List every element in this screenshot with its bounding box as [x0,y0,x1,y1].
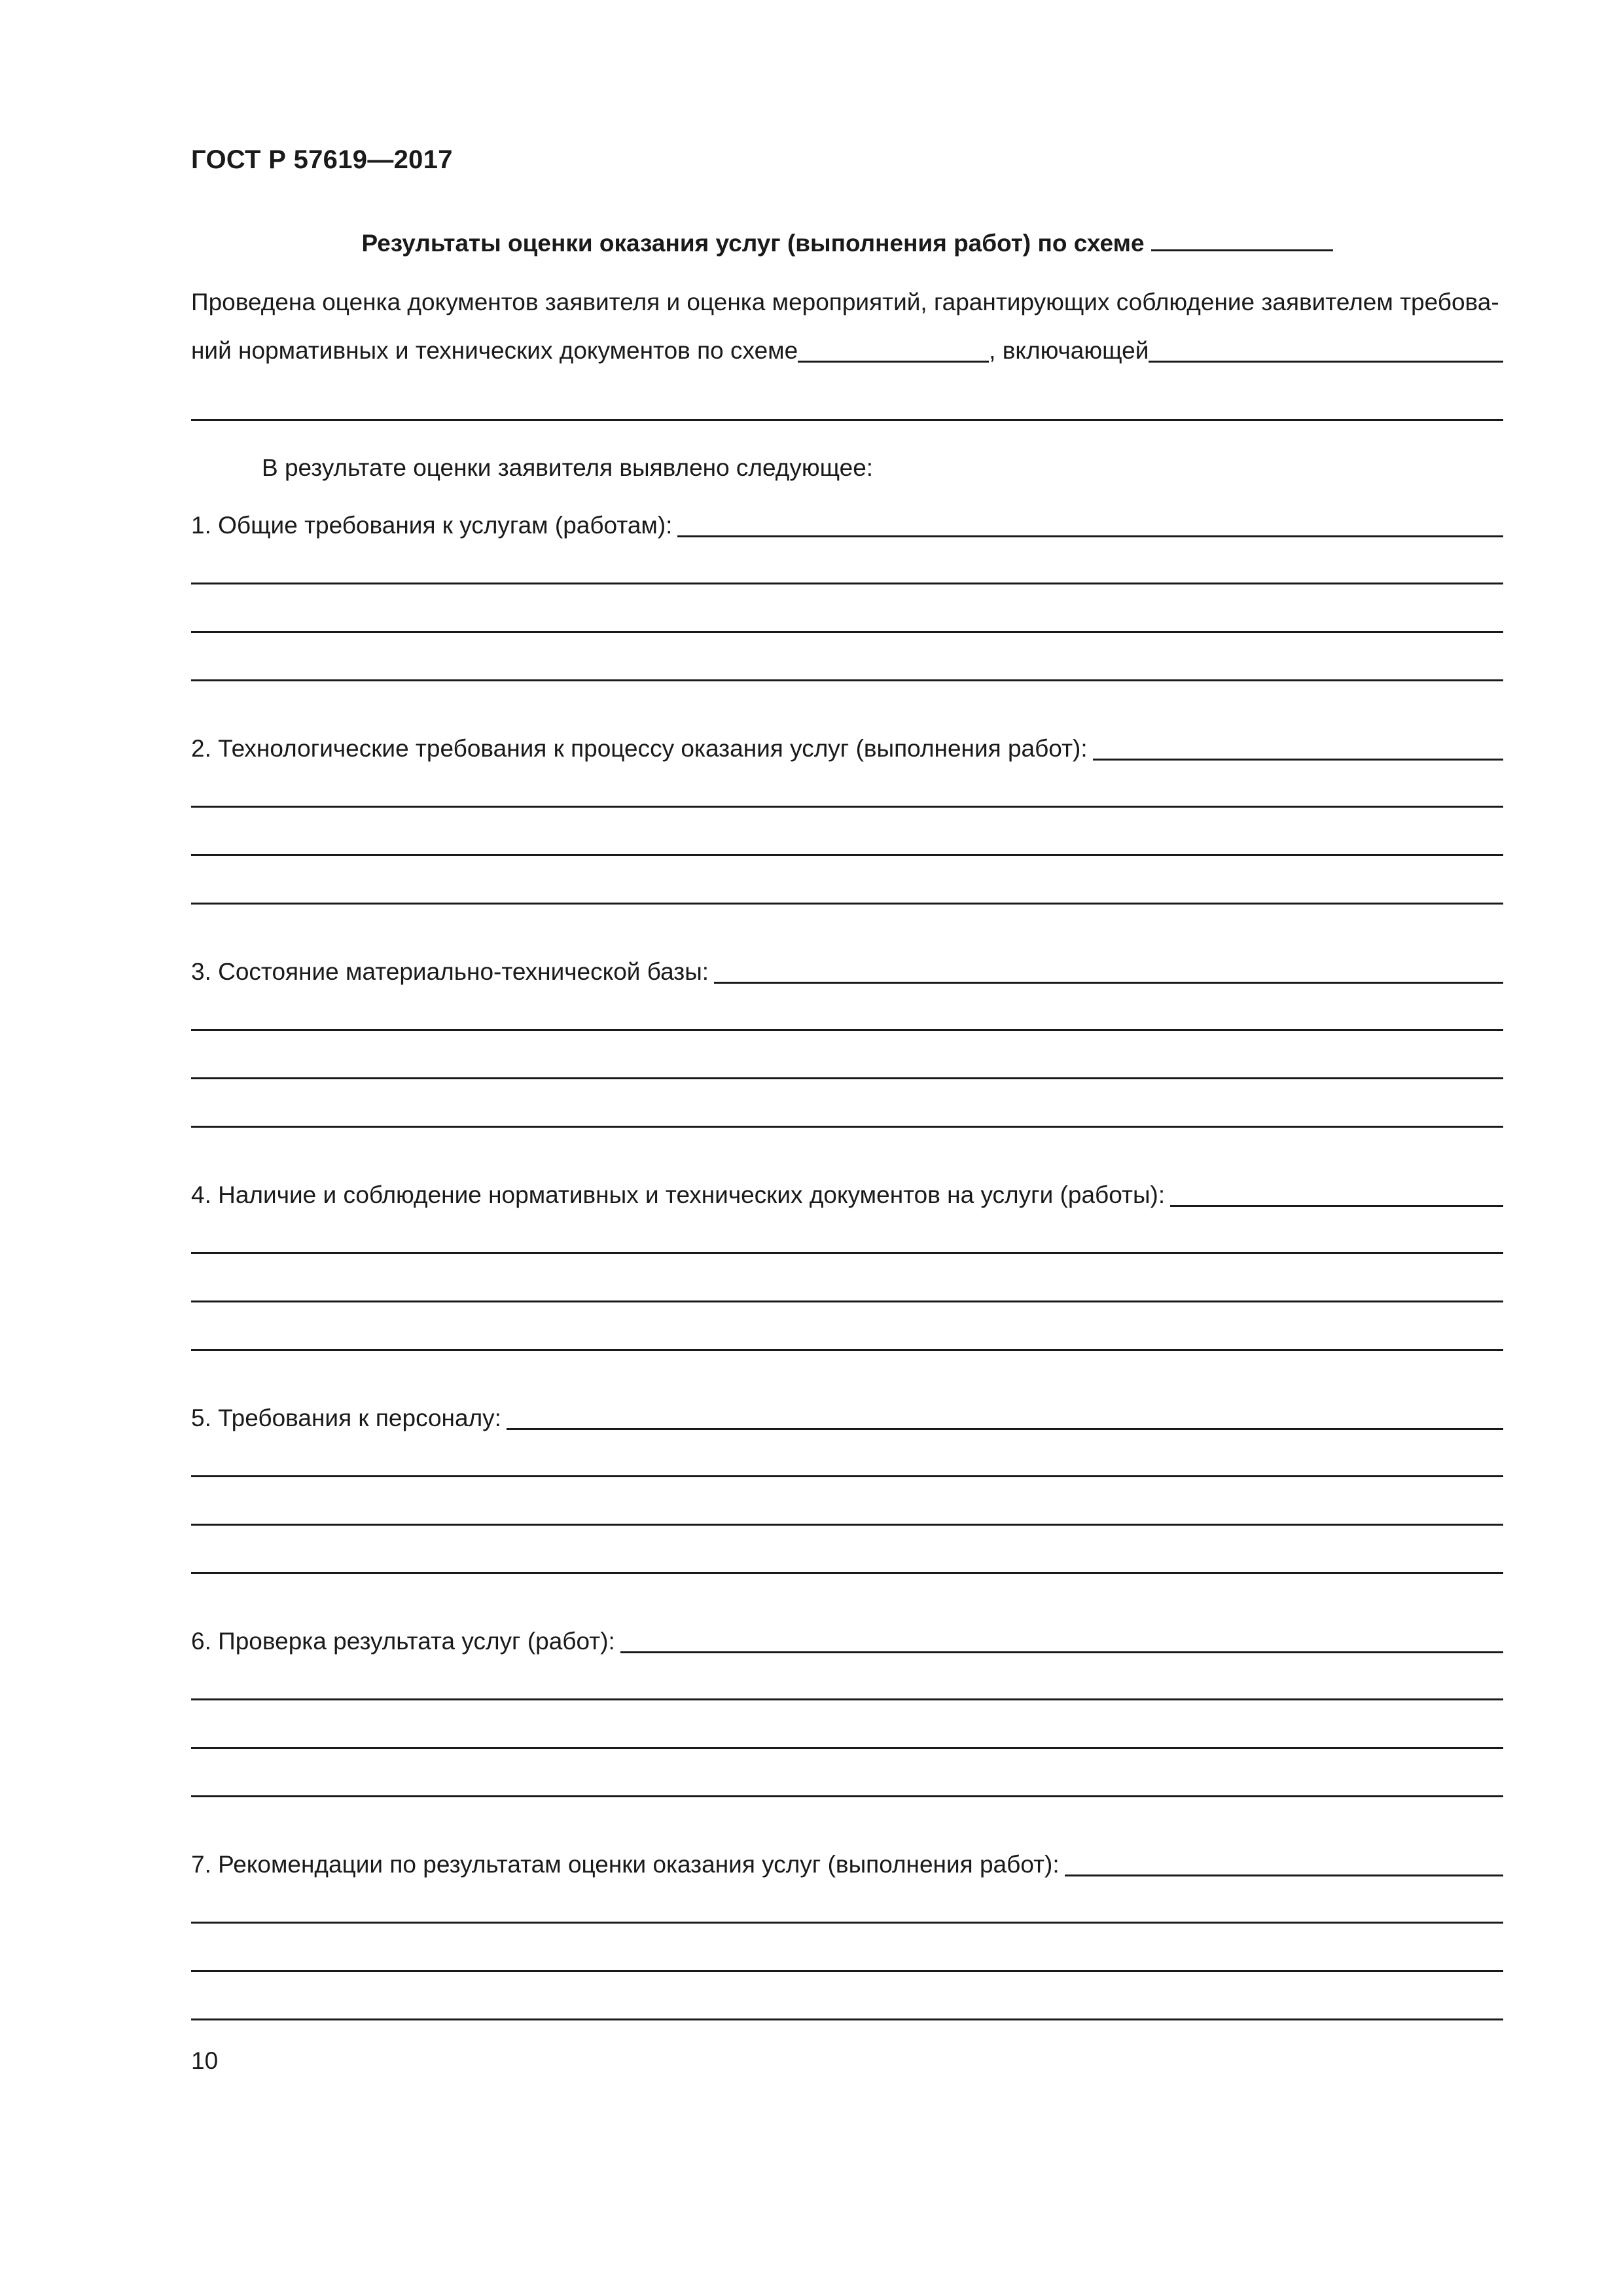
item-3-field[interactable] [714,949,1503,984]
paragraph-line2-start: ний нормативных и технических документов по схеме [191,337,798,364]
including-field[interactable] [1149,328,1503,363]
item-7-label: 7. Рекомендации по результатам оценки оказания услуг (выполнения работ): [191,1851,1060,1878]
item-2-line-3[interactable] [191,854,1503,856]
item-3-line-3[interactable] [191,1077,1503,1079]
item-3-line-4[interactable] [191,1126,1503,1128]
item-7-line-4[interactable] [191,2018,1503,2020]
item-2-label: 2. Технологические требования к процессу оказания услуг (выполнения работ): [191,735,1088,762]
item-1-line-4[interactable] [191,679,1503,681]
item-5-line-2[interactable] [191,1475,1503,1477]
page-number: 10 [191,2047,219,2074]
assessment-intro: В результате оценки заявителя выявлено следующее: [262,454,874,481]
item-4-field[interactable] [1170,1172,1503,1207]
item-4-line-4[interactable] [191,1349,1503,1351]
item-6-row [191,1617,1503,1666]
including-continuation-line[interactable] [191,419,1503,421]
form-title-text: Результаты оценки оказания услуг (выполнения работ) по схеме [361,230,1145,257]
item-5-field[interactable] [507,1395,1503,1430]
item-4-label: 4. Наличие и соблюдение нормативных и технических документов на услуги (работы): [191,1181,1166,1208]
item-2-field[interactable] [1093,726,1503,761]
item-1-line-2[interactable] [191,583,1503,584]
item-7-line-3[interactable] [191,1970,1503,1972]
scheme-blank-field[interactable] [1151,226,1333,251]
item-2-row [191,725,1503,773]
paragraph-line2-mid: , включающей [989,337,1149,364]
item-6-label: 6. Проверка результата услуг (работ): [191,1628,615,1655]
item-6-field[interactable] [620,1619,1503,1653]
item-5-line-3[interactable] [191,1524,1503,1526]
item-7-field[interactable] [1065,1842,1503,1876]
item-3-label: 3. Состояние материально-технической базы: [191,958,709,985]
item-5-line-4[interactable] [191,1572,1503,1574]
assessment-paragraph-line2 [191,327,1503,375]
item-6-line-3[interactable] [191,1747,1503,1749]
item-6-line-4[interactable] [191,1795,1503,1797]
item-1-label: 1. Общие требования к услугам (работам): [191,512,673,539]
item-4-line-3[interactable] [191,1300,1503,1302]
item-3-line-2[interactable] [191,1029,1503,1031]
form-title [191,226,1503,257]
standard-designation: ГОСТ Р 57619—2017 [191,145,453,174]
scheme-number-field[interactable] [798,328,989,363]
item-2-line-2[interactable] [191,806,1503,808]
item-5-row [191,1394,1503,1443]
item-1-field[interactable] [677,503,1503,537]
item-4-line-2[interactable] [191,1252,1503,1254]
item-4-row [191,1171,1503,1219]
assessment-paragraph-line1: Проведена оценка документов заявителя и оценка мероприятий, гарантирующих соблюдение заявителем требова- [191,289,1499,315]
item-5-label: 5. Требования к персоналу: [191,1405,501,1431]
item-1-row [191,501,1503,550]
item-2-line-4[interactable] [191,903,1503,905]
item-6-line-2[interactable] [191,1698,1503,1700]
item-3-row [191,948,1503,996]
item-1-line-3[interactable] [191,631,1503,633]
item-7-line-2[interactable] [191,1922,1503,1924]
item-7-row [191,1840,1503,1889]
